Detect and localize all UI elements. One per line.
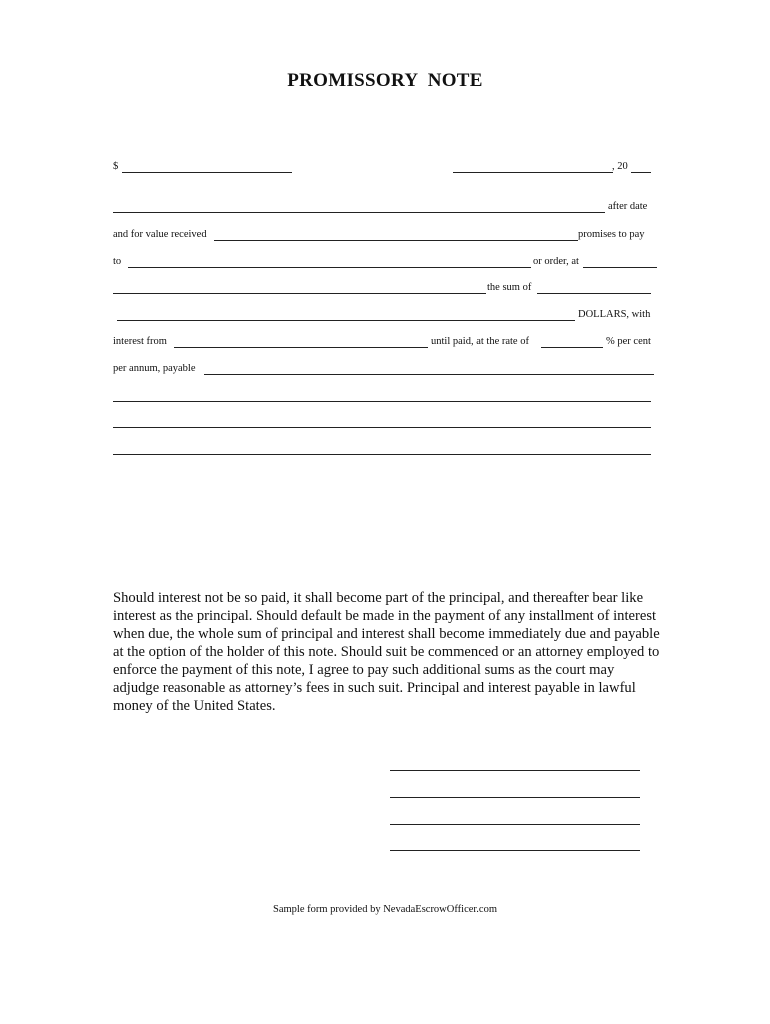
payable-terms-field[interactable]: [204, 374, 654, 375]
signature-line-4[interactable]: [390, 850, 640, 851]
payable-terms-line-2[interactable]: [113, 401, 651, 402]
promises-to-pay-label: promises to pay: [578, 229, 645, 240]
signature-line-2[interactable]: [390, 797, 640, 798]
value-received-label: and for value received: [113, 229, 207, 240]
interest-from-field[interactable]: [174, 347, 428, 348]
or-order-at-label: or order, at: [533, 256, 579, 267]
date-field[interactable]: [453, 172, 613, 173]
until-paid-label: until paid, at the rate of: [431, 336, 529, 347]
per-annum-payable-label: per annum, payable: [113, 363, 196, 374]
interest-from-label: interest from: [113, 336, 167, 347]
amount-prefix: $: [113, 161, 119, 172]
sum-field[interactable]: [537, 293, 651, 294]
term-field[interactable]: [113, 212, 605, 213]
terms-paragraph: Should interest not be so paid, it shall become part of the principal, and thereafter bear like interest as the principal. Should default be made in the payment of any installment of interest when due, the whole sum of principal and interest shall become immediately due and payable at the option of the holder of this note. Should suit be commenced or an attorney employed to enforce the payment of this note, I agree to pay such additional sums as the court may adjudge reasonable as attorney’s fees in such suit. Principal and interest payable in lawful money of the United States.: [113, 590, 660, 714]
after-date-label: after date: [608, 201, 648, 212]
amount-field[interactable]: [122, 172, 292, 173]
dollars-written-field[interactable]: [117, 320, 575, 321]
signature-line-1[interactable]: [390, 770, 640, 771]
payment-place-continued-field[interactable]: [113, 293, 486, 294]
payment-place-field[interactable]: [583, 267, 657, 268]
to-label: to: [113, 256, 122, 267]
maker-field[interactable]: [214, 240, 578, 241]
payable-terms-line-4[interactable]: [113, 454, 651, 455]
sum-of-label: the sum of: [487, 282, 532, 293]
payee-field[interactable]: [128, 267, 531, 268]
signature-line-3[interactable]: [390, 824, 640, 825]
document-title: PROMISSORY NOTE: [287, 70, 483, 91]
interest-rate-field[interactable]: [541, 347, 603, 348]
per-cent-label: % per cent: [606, 336, 651, 347]
date-year-prefix: , 20: [612, 161, 628, 172]
payable-terms-line-3[interactable]: [113, 427, 651, 428]
dollars-with-label: DOLLARS, with: [578, 309, 651, 320]
year-field[interactable]: [631, 172, 651, 173]
footer-credit: Sample form provided by NevadaEscrowOfficer.com: [272, 904, 498, 915]
